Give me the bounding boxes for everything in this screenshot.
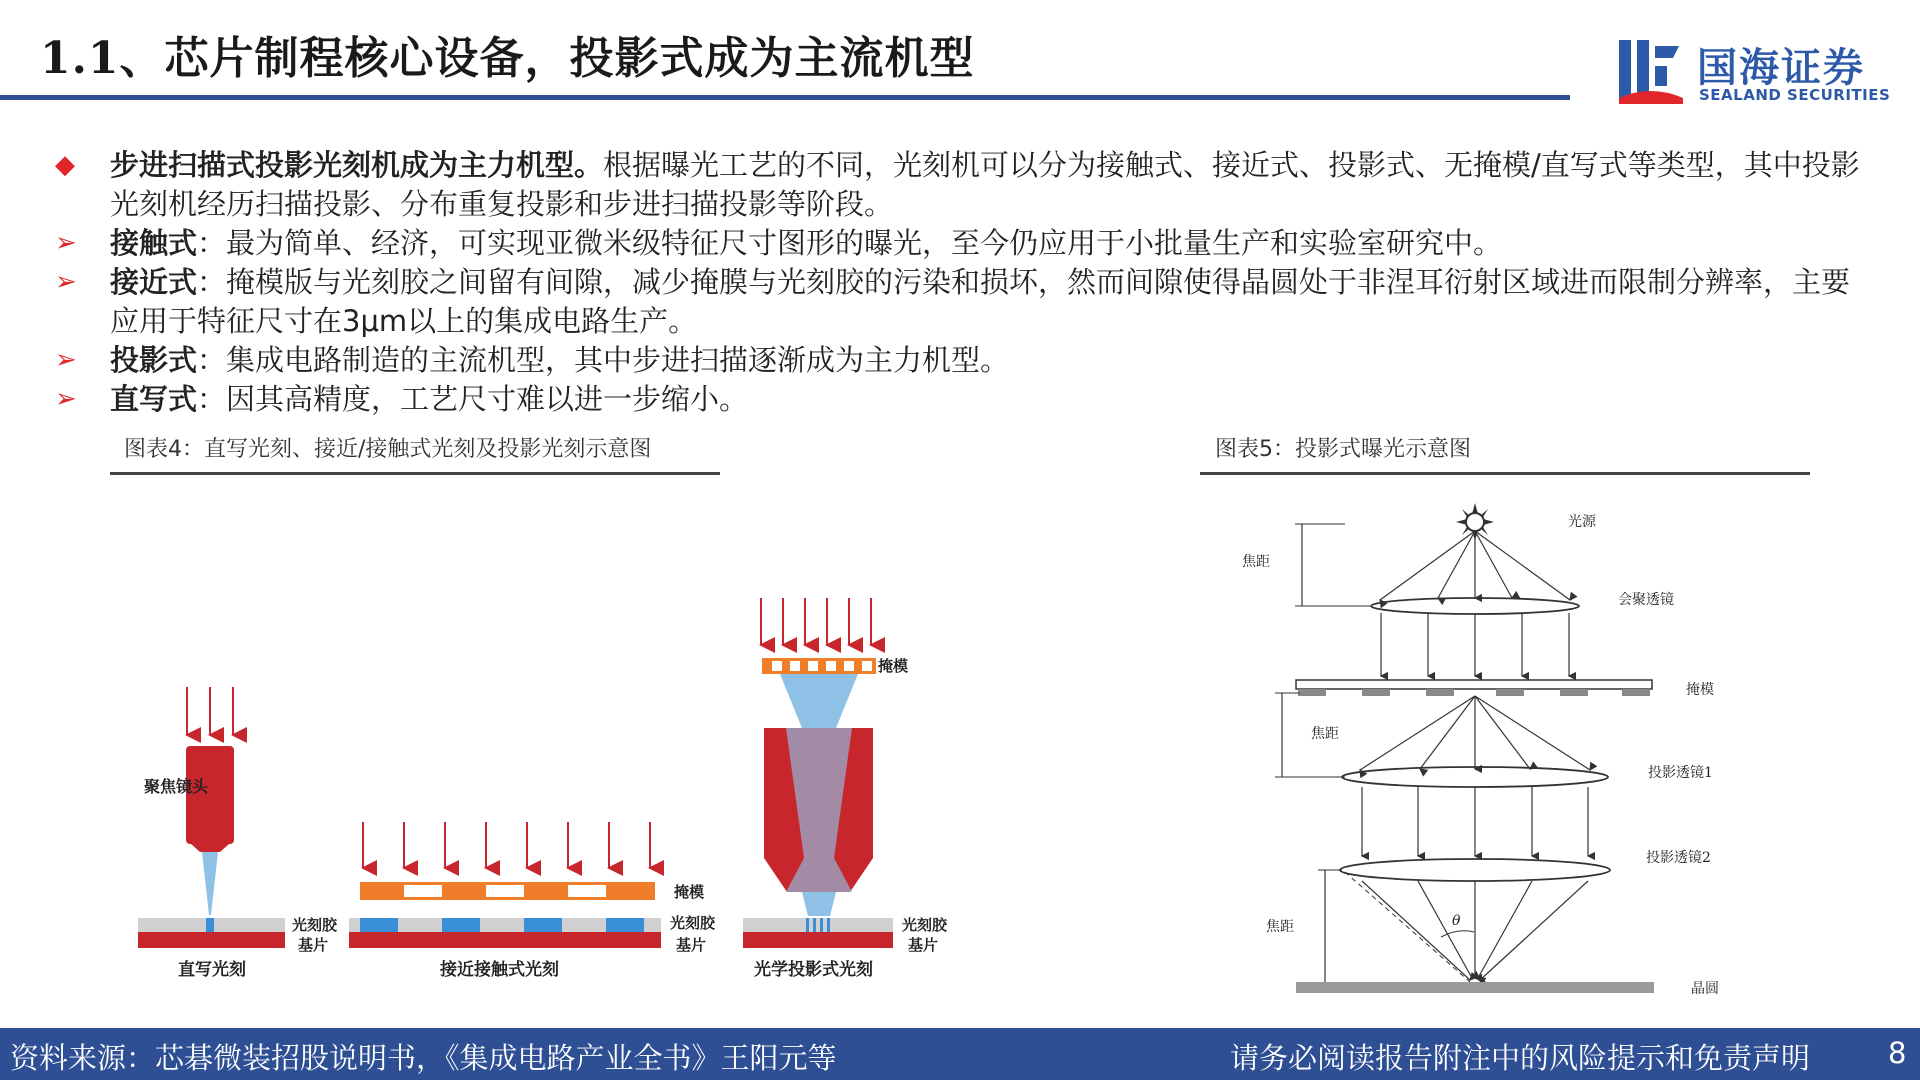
theta-label: θ — [1452, 913, 1461, 929]
focal-length-label: 焦距 — [1266, 919, 1294, 935]
light-source-label: 光源 — [1568, 514, 1596, 530]
logo-en-text: SEALAND SECURITIES — [1699, 86, 1891, 104]
bullet-text: ：最为简单、经济，可实现亚微米级特征尺寸图形的曝光，至今仍应用于小批量生产和实验室研究中。 — [197, 226, 1503, 260]
substrate-label: 基片 — [908, 936, 939, 954]
page-number: 8 — [1888, 1036, 1907, 1070]
mask-label: 掩模 — [1686, 682, 1714, 698]
projection-lens-1-label: 投影透镜1 — [1648, 765, 1713, 781]
bullet-lead: 步进扫描式投影光刻机成为主力机型。 — [110, 148, 604, 182]
condenser-lens-label: 会聚透镜 — [1618, 592, 1674, 608]
footer-disclaimer: 请务必阅读报告附注中的风险提示和免责声明 — [1230, 1041, 1811, 1075]
figure5-diagram — [1230, 495, 1750, 1005]
substrate-label: 基片 — [676, 936, 707, 954]
bullet-list — [55, 146, 1875, 419]
arrow-bullet-icon: ➢ — [55, 228, 77, 258]
direct-write-diagram — [138, 687, 338, 980]
mask-label: 掩模 — [878, 657, 909, 675]
figure4-diagram — [100, 580, 980, 990]
figure5-caption: 图表5：投影式曝光示意图 — [1215, 437, 1471, 462]
bullet-lead: 投影式 — [110, 343, 198, 377]
bullet-text: ：因其高精度，工艺尺寸难以进一步缩小。 — [197, 382, 749, 416]
direct-write-label: 直写光刻 — [178, 960, 246, 980]
focal-length-label: 焦距 — [1242, 554, 1270, 570]
condenser-lens — [1371, 598, 1579, 614]
figure4-caption: 图表4：直写光刻、接近/接触式光刻及投影光刻示意图 — [124, 437, 652, 462]
arrow-bullet-icon: ➢ — [55, 384, 77, 414]
diamond-bullet-icon: ◆ — [55, 150, 75, 180]
bullet-item — [55, 380, 1875, 419]
figure5-caption-rule — [1200, 472, 1810, 475]
sealand-logo-icon — [1615, 36, 1687, 108]
projection-lens-2-label: 投影透镜2 — [1646, 850, 1711, 866]
photoresist-label: 光刻胶 — [670, 914, 716, 932]
bullet-item — [55, 224, 1875, 263]
optical-projection-label: 光学投影式光刻 — [754, 960, 873, 980]
substrate-label: 基片 — [298, 936, 329, 954]
photoresist-label: 光刻胶 — [902, 916, 948, 934]
bullet-item — [55, 146, 1875, 224]
arrow-bullet-icon: ➢ — [55, 345, 77, 375]
mask-plate — [1296, 680, 1652, 689]
bullet-lead: 直写式 — [110, 382, 198, 416]
optical-projection-diagram — [743, 598, 948, 980]
bullet-text: 根据曝光工艺的不同，光刻机可以分为接触式、接近式、投影式、无掩模/直写式等类型，其中投影光刻机经历扫描投影、分布重复投影和步进扫描投影等阶段。 — [110, 148, 1860, 221]
footer-source: 资料来源：芯碁微装招股说明书，《集成电路产业全书》王阳元等 — [10, 1041, 837, 1075]
bullet-item — [55, 341, 1875, 380]
logo-cn-text: 国海证券 — [1697, 45, 1865, 91]
bullet-text: ：掩模版与光刻胶之间留有间隙，减少掩膜与光刻胶的污染和损坏，然而间隙使得晶圆处于非涅耳衍射区域进而限制分辨率，主要应用于特征尺寸在3μm以上的集成电路生产。 — [110, 265, 1851, 338]
proximity-contact-label: 接近接触式光刻 — [440, 960, 559, 980]
projection-lens-1 — [1342, 767, 1608, 787]
arrow-bullet-icon: ➢ — [55, 267, 77, 297]
bullet-lead: 接触式 — [110, 226, 198, 260]
wafer — [1296, 982, 1654, 993]
proximity-contact-diagram — [349, 822, 716, 980]
page-title: 1.1、芯片制程核心设备，投影式成为主流机型 — [40, 33, 975, 84]
figure4-caption-rule — [110, 472, 720, 475]
focal-length-label: 焦距 — [1311, 726, 1339, 742]
mask-label: 掩模 — [674, 883, 705, 901]
title-underline — [0, 95, 1570, 100]
company-logo — [1615, 32, 1905, 112]
bullet-item — [55, 263, 1875, 341]
bullet-lead: 接近式 — [110, 265, 198, 299]
bullet-text: ：集成电路制造的主流机型，其中步进扫描逐渐成为主力机型。 — [197, 343, 1010, 377]
photoresist-label: 光刻胶 — [292, 916, 338, 934]
focus-head-label: 聚焦镜头 — [144, 777, 209, 796]
footer-bar — [0, 1028, 1920, 1080]
projection-lens-2 — [1340, 859, 1610, 881]
wafer-label: 晶圆 — [1691, 981, 1719, 997]
